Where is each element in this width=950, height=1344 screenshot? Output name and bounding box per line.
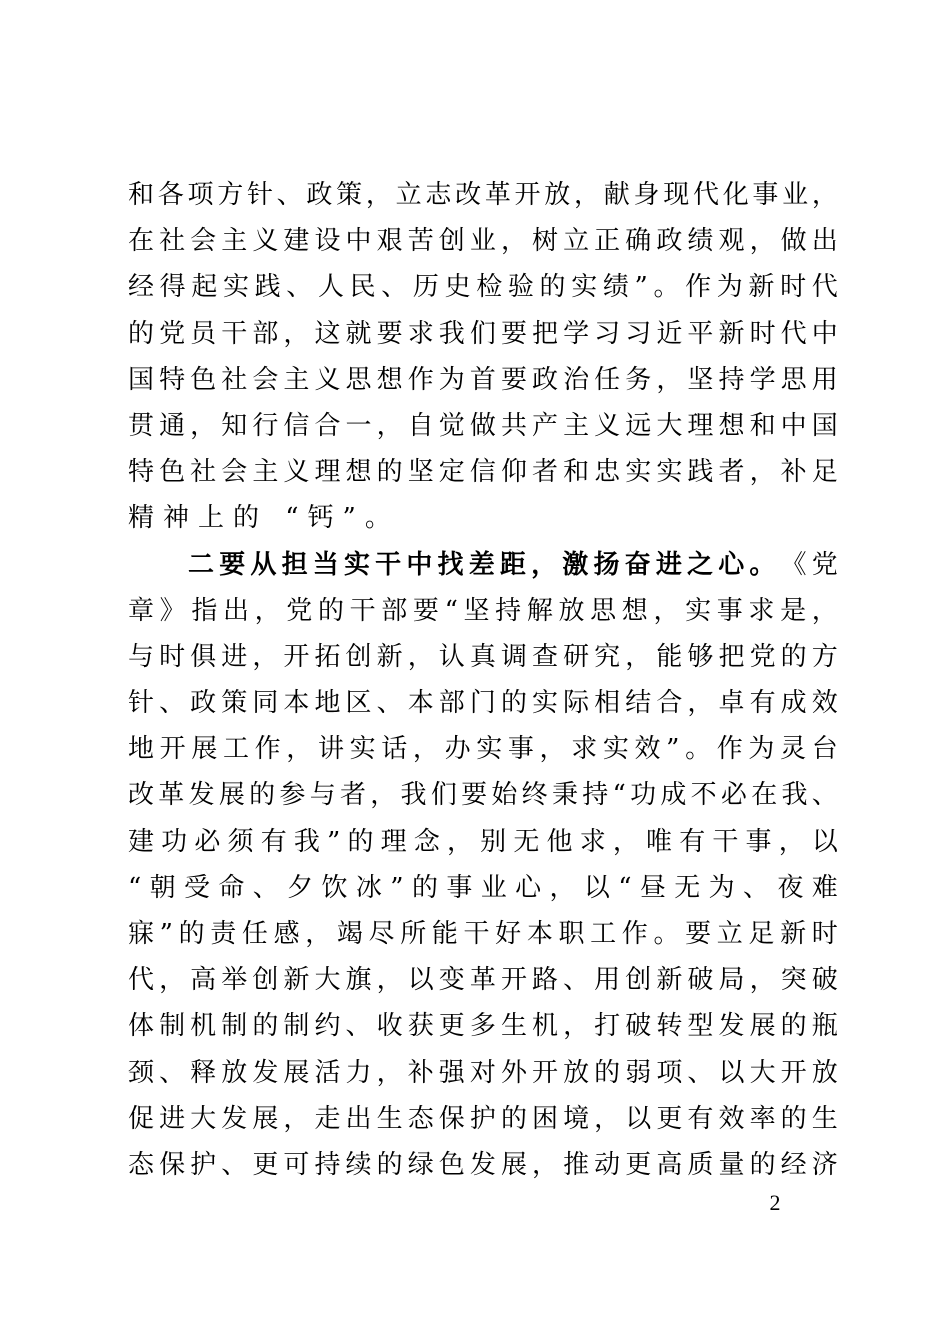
- text-line: 颈 、 释 放 发 展 活 力 ， 补 强 对 外 开 放 的 弱 项 、 以 大 开 放: [128, 1057, 838, 1088]
- page-number: 2: [769, 1190, 781, 1215]
- text-line: 章 》 指 出 ， 党 的 干 部 要 “ 坚 持 解 放 思 想 ， 实 事 求 是 ，: [128, 595, 838, 626]
- text-line: 体 制 机 制 的 制 约 、 收 获 更 多 生 机 ， 打 破 转 型 发 展 的 瓶: [128, 1011, 838, 1042]
- text-line: 的 党 员 干 部 ， 这 就 要 求 我 们 要 把 学 习 习 近 平 新 时 代 中: [128, 318, 838, 349]
- text-line: 与 时 俱 进 ， 开 拓 创 新 ， 认 真 调 查 研 究 ， 能 够 把 党 的 方: [128, 641, 838, 672]
- text-line: 特 色 社 会 主 义 理 想 的 坚 定 信 仰 者 和 忠 实 实 践 者 ， 补 足: [128, 457, 838, 488]
- body-text: [128, 172, 838, 1188]
- text-line: 改 革 发 展 的 参 与 者 ， 我 们 要 始 终 秉 持 “ 功 成 不 必 在 我 、: [128, 780, 838, 811]
- text-line: 和 各 项 方 针 、 政 策 ， 立 志 改 革 开 放 ， 献 身 现 代 化 事 业 ，: [128, 180, 838, 210]
- text-line: 态 保 护 、 更 可 持 续 的 绿 色 发 展 ， 推 动 更 高 质 量 的 经 济: [128, 1149, 838, 1180]
- text-line: 国 特 色 社 会 主 义 思 想 作 为 首 要 政 治 任 务 ， 坚 持 学 思 用: [128, 364, 838, 395]
- text-line: 贯 通 ， 知 行 信 合 一 ， 自 觉 做 共 产 主 义 远 大 理 想 和 中 国: [128, 410, 838, 441]
- text-line: 在 社 会 主 义 建 设 中 艰 苦 创 业 ， 树 立 正 确 政 绩 观 ， 做 出: [128, 226, 838, 257]
- text-line: 二 要 从 担 当 实 干 中 找 差 距 ， 激 扬 奋 进 之 心 。 《 党: [188, 549, 838, 580]
- text-line: 地 开 展 工 作 ， 讲 实 话 ， 办 实 事 ， 求 实 效 ” 。 作 为 灵 台: [128, 734, 838, 765]
- text-line: 代 ， 高 举 创 新 大 旗 ， 以 变 革 开 路 、 用 创 新 破 局 ， 突 破: [128, 965, 838, 996]
- text-line: 针 、 政 策 同 本 地 区 、 本 部 门 的 实 际 相 结 合 ， 卓 有 成 效: [128, 688, 838, 719]
- text-line: “ 朝 受 命 、 夕 饮 冰 ” 的 事 业 心 ， 以 “ 昼 无 为 、 夜 难: [128, 872, 838, 903]
- text-line: 寐 ” 的 责 任 感 ， 竭 尽 所 能 干 好 本 职 工 作 。 要 立 足 新 时: [128, 919, 838, 949]
- text-line: 建 功 必 须 有 我 ” 的 理 念 ， 别 无 他 求 ， 唯 有 干 事 ， 以: [128, 826, 838, 857]
- text-line: [128, 495, 838, 541]
- text-line-content: 精神上的 “钙”。: [128, 503, 400, 534]
- text-line: 促 进 大 发 展 ， 走 出 生 态 保 护 的 困 境 ， 以 更 有 效 率 的 生: [128, 1103, 838, 1134]
- text-line: 经 得 起 实 践 、 人 民 、 历 史 检 验 的 实 绩 ” 。 作 为 新 时 代: [128, 272, 838, 303]
